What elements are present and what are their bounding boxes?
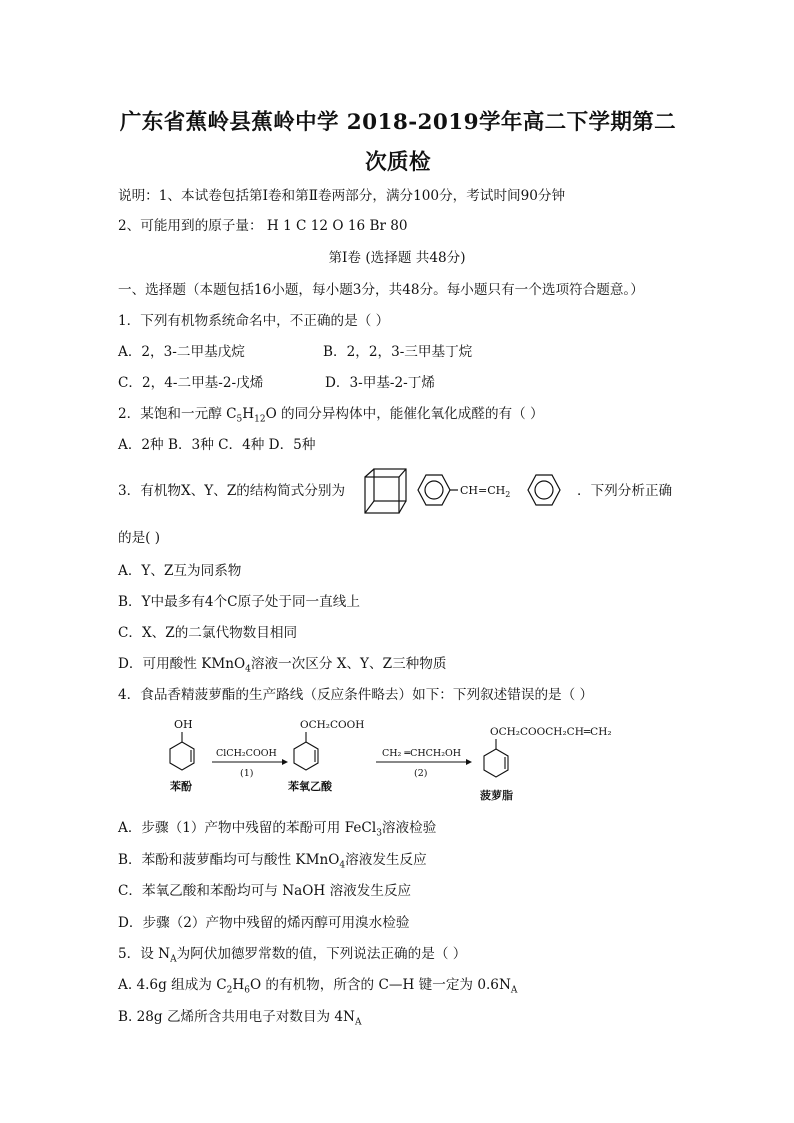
intermediate-label: 苯氧乙酸 <box>288 780 332 793</box>
step-1-label: (1) <box>240 768 254 779</box>
benzene-ring-z <box>528 475 560 505</box>
question-3-stem-continued: 的是( ) <box>118 530 161 546</box>
question-1-option-d: D．3-甲基-2-丁烯 <box>325 375 435 391</box>
question-3-option-b: B．Y中最多有4个C原子处于同一直线上 <box>118 594 360 610</box>
question-4-option-c: C．苯氧乙酸和苯酚均可与 NaOH 溶液发生反应 <box>118 883 412 899</box>
question-1-options-row-2 <box>118 373 435 393</box>
question-3-option-c: C．X、Z的二氯代物数目相同 <box>118 625 298 641</box>
question-1-option-c: C．2，4-二甲基-2-戊烯 <box>118 375 264 391</box>
phenol-label: 苯酚 <box>170 780 192 793</box>
reagent-1-label: ClCH₂COOH <box>216 748 277 759</box>
question-3-stem-suffix: ．下列分析正确 <box>577 483 673 499</box>
reagent-2-label: CH₂ ═CHCH₂OH <box>382 748 462 759</box>
phenol-ring <box>170 732 194 770</box>
question-1-options-row-1 <box>118 342 472 362</box>
question-1-option-b: B．2，2，3-三甲基丁烷 <box>323 344 473 360</box>
question-1-stem: 1．下列有机物系统命名中，不正确的是（ ） <box>118 313 390 329</box>
section-one-header: 一、选择题（本题包括16小题，每小题3分，共48分。每小题只有一个选项符合题意。） <box>118 282 644 298</box>
question-2-stem: 2．某饱和一元醇 $C_5H_{12}O$ 的同分异构体中，能催化氧化成醛的有（ ） <box>118 406 544 425</box>
cubane-structure <box>365 469 406 513</box>
question-5-option-b: B. 28g 乙烯所含共用电子对数目为 $4N_A$ <box>118 1009 362 1028</box>
product-ring <box>484 739 508 777</box>
question-4-option-a: A．步骤（1）产物中残留的苯酚可用 FeCl$_3$溶液检验 <box>118 820 437 839</box>
part-one-header: 第Ⅰ卷 (选择题 共48分) <box>328 250 466 266</box>
intermediate-group-label: OCH₂COOH <box>300 719 365 731</box>
question-1-option-a: A．2，3-二甲基戊烷 <box>118 344 245 360</box>
question-3-structures <box>362 464 582 520</box>
instructions-line-2: 2、可能用到的原子量： H 1 C 12 O 16 Br 80 <box>118 218 408 234</box>
question-4-stem: 4．食品香精菠萝酯的生产路线（反应条件略去）如下：下列叙述错误的是（ ） <box>118 687 594 703</box>
question-2-options: A．2种 B．3种 C．4种 D．5种 <box>118 437 316 453</box>
question-5-option-a: A. 4.6g 组成为 $C_2H_6O$ 的有机物，所含的 C—H 键一定为 $0.6N_A$ <box>118 977 518 996</box>
question-3-option-a: A．Y、Z互为同系物 <box>118 563 242 579</box>
intermediate-ring <box>294 732 318 770</box>
instructions-line-1: 说明：1、本试卷包括第Ⅰ卷和第Ⅱ卷两部分，满分100分，考试时间90分钟 <box>118 188 566 204</box>
product-label: 菠萝脂 <box>480 789 513 802</box>
product-group-label: OCH₂COOCH₂CH═CH₂ <box>490 726 612 738</box>
question-3-stem: 3．有机物X、Y、Z的结构简式分别为 <box>118 483 346 499</box>
document-title: 广东省蕉岭县蕉岭中学 2018-2019学年高二下学期第二次质检 <box>119 110 677 175</box>
synthesis-scheme <box>160 712 640 804</box>
question-4-option-b: B．苯酚和菠萝酯均可与酸性 KMnO$_4$溶液发生反应 <box>118 852 427 871</box>
question-3-option-d: D．可用酸性 KMnO$_4$溶液一次区分 X、Y、Z三种物质 <box>118 656 447 675</box>
question-4-option-d: D．步骤（2）产物中残留的烯丙醇可用溴水检验 <box>118 915 410 931</box>
vinyl-group-label: $CH=CH_2$ <box>460 484 511 499</box>
phenol-oh-label: OH <box>174 718 193 731</box>
question-5-stem: 5．设 $N_A$为阿伏加德罗常数的值，下列说法正确的是（ ） <box>118 946 467 965</box>
benzene-ring-y <box>418 475 458 505</box>
step-2-label: (2) <box>414 768 428 779</box>
